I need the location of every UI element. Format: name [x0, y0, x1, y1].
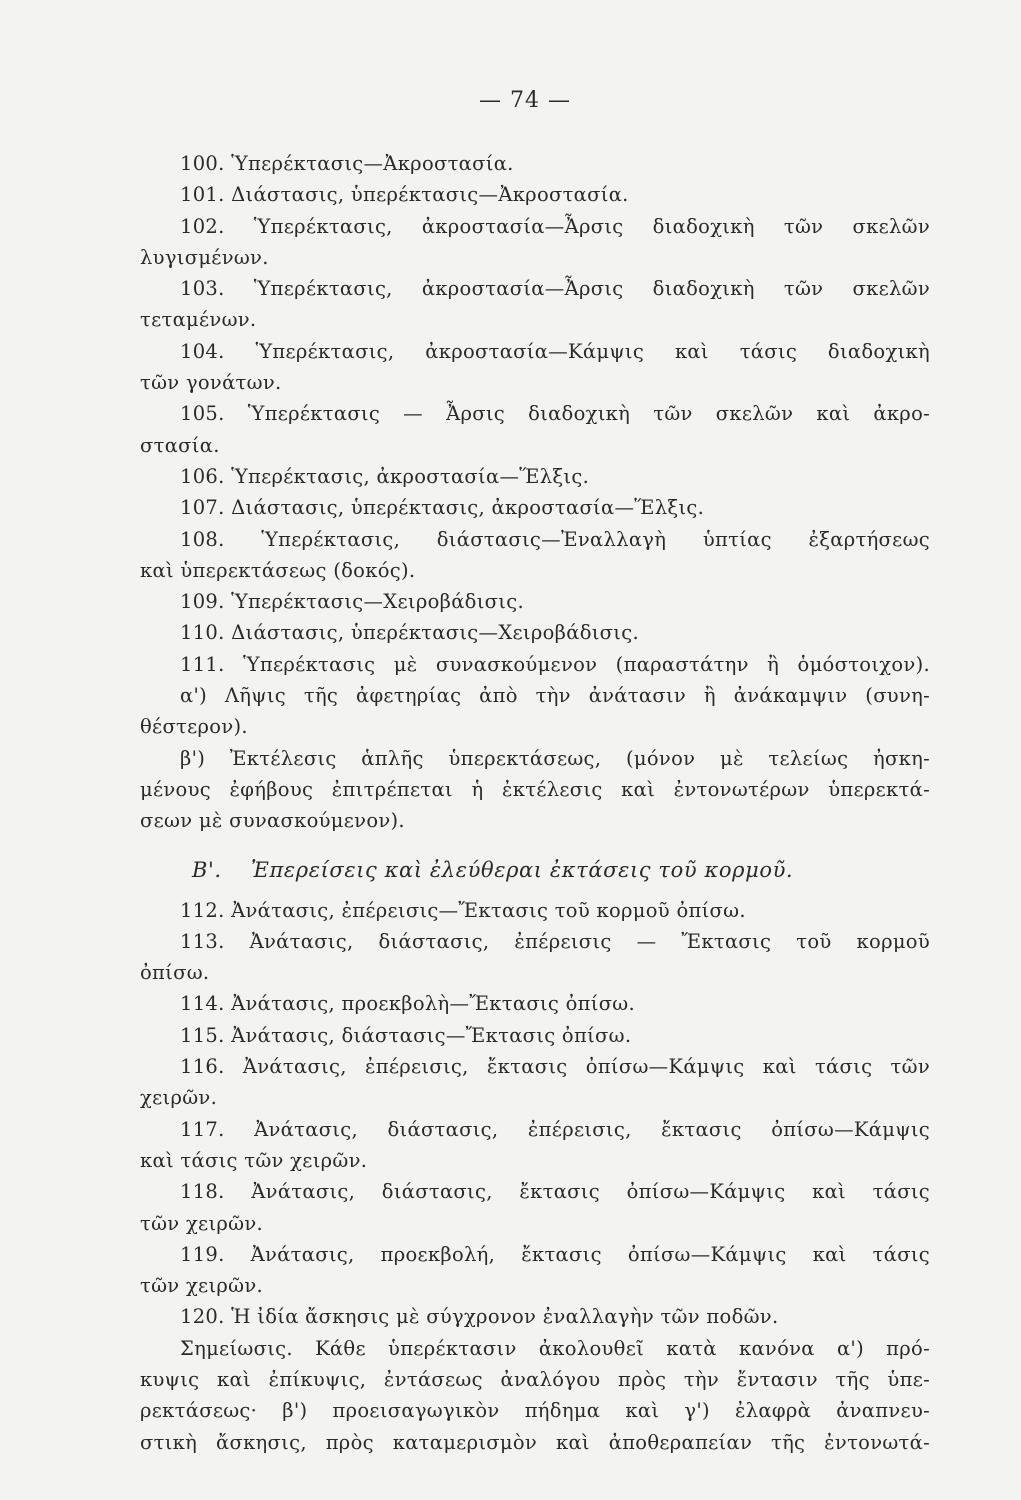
text-line: 102. Ὑπερέκτασις, ἀκροστασία—Ἆρσις διαδοχικὴ τῶν σκελῶν: [180, 214, 930, 238]
text-line: 120. Ἡ ἰδία ἄσκησις μὲ σύγχρονον ἐναλλαγὴν τῶν ποδῶν.: [180, 1305, 779, 1329]
text-line: 116. Ἀνάτασις, ἐπέρεισις, ἔκτασις ὀπίσω—Κάμψις καὶ τάσις τῶν: [180, 1055, 930, 1079]
text-line: τῶν χειρῶν.: [140, 1274, 264, 1298]
section-title: Ἐπερείσεις καὶ ἐλεύθεραι ἐκτάσεις τοῦ κορμοῦ.: [250, 857, 794, 882]
text-line: 118. Ἀνάτασις, διάστασις, ἔκτασις ὀπίσω—Κάμψις καὶ τάσις: [180, 1180, 930, 1204]
text-line: 114. Ἀνάτασις, προεκβολὴ—Ἔκτασις ὀπίσω.: [180, 992, 636, 1016]
text-line: σεων μὲ συνασκούμενον).: [140, 809, 405, 833]
text-line: χειρῶν.: [140, 1086, 218, 1110]
page-number: — 74 —: [479, 88, 571, 113]
text-line: καὶ ὑπερεκτάσεως (δοκός).: [140, 558, 416, 582]
text-line: μένους ἐφήβους ἐπιτρέπεται ἡ ἐκτέλεσις καὶ ἐντονωτέρων ὑπερεκτά-: [140, 777, 930, 801]
text-line: 105. Ὑπερέκτασις — Ἆρσις διαδοχικὴ τῶν σκελῶν καὶ ἀκρο-: [180, 402, 930, 426]
text-line: 119. Ἀνάτασις, προεκβολή, ἔκτασις ὀπίσω—Κάμψις καὶ τάσις: [180, 1242, 930, 1266]
text-line: λυγισμένων.: [140, 245, 269, 269]
text-line: θέστερον).: [140, 715, 248, 739]
text-line: 109. Ὑπερέκτασις—Χειροβάδισις.: [180, 590, 524, 614]
text-line: Σημείωσις. Κάθε ὑπερέκτασιν ἀκολουθεῖ κατὰ κανόνα α') πρό-: [180, 1336, 930, 1360]
text-line: στικὴ ἄσκησις, πρὸς καταμερισμὸν καὶ ἀποθεραπείαν τῆς ἐντονωτά-: [140, 1430, 930, 1454]
text-line: 106. Ὑπερέκτασις, ἀκροστασία—Ἕλξις.: [180, 464, 590, 488]
text-line: τῶν χειρῶν.: [140, 1211, 264, 1235]
text-line: α') Λῆψις τῆς ἀφετηρίας ἀπὸ τὴν ἀνάτασιν ἢ ἀνάκαμψιν (συνη-: [180, 684, 930, 708]
text-line: 117. Ἀνάτασις, διάστασις, ἐπέρεισις, ἔκτασις ὀπίσω—Κάμψις: [180, 1117, 930, 1141]
text-line: τεταμένων.: [140, 308, 257, 332]
text-line: 113. Ἀνάτασις, διάστασις, ἐπέρεισις — Ἔκτασις τοῦ κορμοῦ: [180, 929, 930, 953]
exercise-list-part-b: [140, 895, 930, 1458]
text-line: 100. Ὑπερέκτασις—Ἀκροστασία.: [180, 152, 514, 175]
text-line: κυψις καὶ ἐπίκυψις, ἐντάσεως ἀναλόγου πρὸς τὴν ἔντασιν τῆς ὑπε-: [140, 1367, 930, 1391]
text-line: 115. Ἀνάτασις, διάστασις—Ἔκτασις ὀπίσω.: [180, 1023, 632, 1047]
text-line: 112. Ἀνάτασις, ἐπέρεισις—Ἔκτασις τοῦ κορμοῦ ὀπίσω.: [180, 898, 746, 922]
text-line: 104. Ὑπερέκτασις, ἀκροστασία—Κάμψις καὶ τάσις διαδοχικὴ: [180, 339, 930, 363]
text-line: 108. Ὑπερέκτασις, διάστασις—Ἐναλλαγὴ ὑπτίας ἐξαρτήσεως: [180, 527, 930, 551]
exercise-list-part-a: [140, 148, 930, 837]
text-line: 107. Διάστασις, ὑπερέκτασις, ἀκροστασία—Ἕλξις.: [180, 496, 705, 520]
text-line: ὀπίσω.: [140, 961, 210, 985]
text-line: στασία.: [140, 433, 220, 457]
text-line: 103. Ὑπερέκτασις, ἀκροστασία—Ἆρσις διαδοχικὴ τῶν σκελῶν: [180, 277, 930, 301]
section-label: Β'.: [192, 857, 222, 882]
section-heading: [140, 837, 930, 895]
text-line: 101. Διάστασις, ὑπερέκτασις—Ἀκροστασία.: [180, 183, 629, 207]
text-line: τῶν γονάτων.: [140, 371, 282, 395]
text-line: ρεκτάσεως· β') προεισαγωγικὸν πήδημα καὶ γ') ἐλαφρὰ ἀναπνευ-: [140, 1399, 930, 1423]
text-line: καὶ τάσις τῶν χειρῶν.: [140, 1148, 368, 1172]
text-line: 111. Ὑπερέκτασις μὲ συνασκούμενον (παραστάτην ἢ ὁμόστοιχον).: [180, 652, 930, 676]
text-line: β') Ἐκτέλεσις ἁπλῆς ὑπερεκτάσεως, (μόνον μὲ τελείως ἠσκη-: [180, 746, 930, 770]
text-line: 110. Διάστασις, ὑπερέκτασις—Χειροβάδισις.: [180, 621, 639, 645]
body-text: [140, 148, 930, 1458]
